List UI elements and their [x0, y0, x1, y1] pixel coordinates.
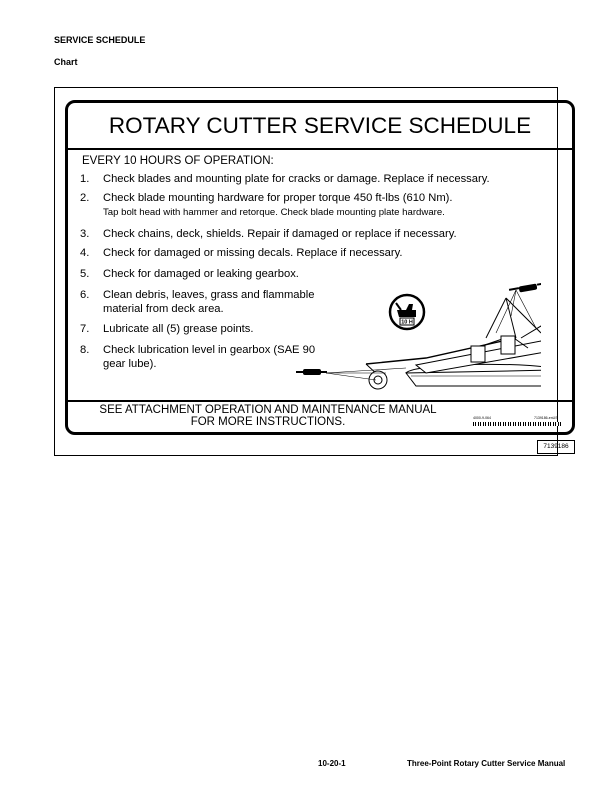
item-note: Tap bolt head with hammer and retorque. Check blade mounting plate hardware.: [103, 207, 445, 218]
item-number: 4.: [80, 247, 90, 259]
item-text: Clean debris, leaves, grass and flammable: [103, 289, 315, 301]
footer-divider: [68, 400, 572, 402]
interval-heading: EVERY 10 HOURS OF OPERATION:: [82, 155, 274, 167]
decal-footer: [68, 404, 468, 428]
item-text: Check lubrication level in gearbox (SAE 90: [103, 344, 316, 356]
page-number: 10-20-1: [318, 759, 346, 768]
decal-title: ROTARY CUTTER SERVICE SCHEDULE: [108, 113, 532, 138]
decal-footer-line: FOR MORE INSTRUCTIONS.: [190, 416, 346, 428]
item-text: Lubricate all (5) grease points.: [103, 323, 254, 335]
barcode: [473, 422, 561, 426]
title-divider: [68, 148, 572, 150]
item-text-continued: material from deck area.: [103, 303, 224, 315]
item-number: 7.: [80, 323, 90, 335]
figure-number: 7139186: [537, 440, 575, 454]
item-number: 6.: [80, 289, 90, 301]
manual-title: Three-Point Rotary Cutter Service Manual: [407, 759, 566, 768]
item-number: 1.: [80, 173, 90, 185]
item-number: 8.: [80, 344, 90, 356]
section-subtitle: Chart: [54, 57, 78, 67]
item-text-continued: gear lube).: [103, 358, 157, 370]
decal-part-code: 7139186-enUS: [534, 416, 558, 420]
item-number: 2.: [80, 192, 90, 204]
decal-footer-line: SEE ATTACHMENT OPERATION AND MAINTENANCE MANUAL: [99, 404, 437, 416]
item-text: Check for damaged or leaking gearbox.: [103, 268, 299, 280]
item-text: Check blade mounting hardware for proper torque 450 ft-lbs (610 Nm).: [103, 192, 453, 204]
item-text: Check for damaged or missing decals. Replace if necessary.: [103, 247, 403, 259]
item-text: Check chains, deck, shields. Repair if damaged or replace if necessary.: [103, 228, 457, 240]
section-title: SERVICE SCHEDULE: [54, 35, 146, 45]
decal-code: 4000-9-064: [473, 416, 491, 420]
oil-can-icon: [388, 293, 426, 331]
item-number: 3.: [80, 228, 90, 240]
oil-interval-label: 10 H: [401, 319, 413, 326]
item-number: 5.: [80, 268, 90, 280]
item-text: Check blades and mounting plate for cracks or damage. Replace if necessary.: [103, 173, 490, 185]
service-decal: [65, 100, 575, 435]
